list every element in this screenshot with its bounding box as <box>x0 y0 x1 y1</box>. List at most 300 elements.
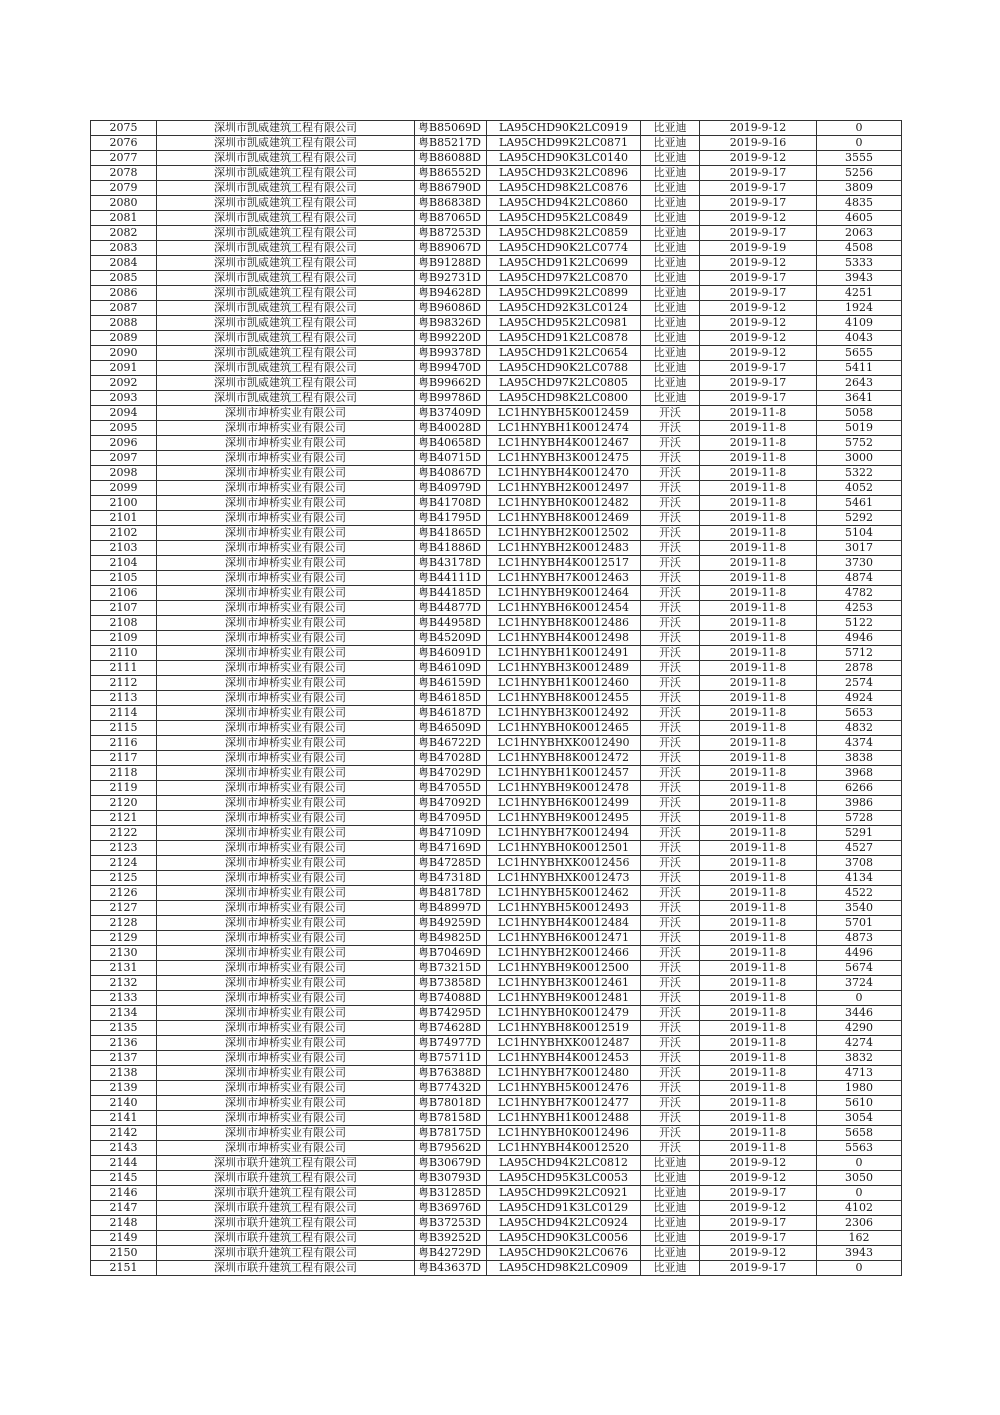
vin-cell: LA95CHD91K2LC0699 <box>487 256 641 271</box>
brand-cell: 比亚迪 <box>641 196 700 211</box>
date-cell: 2019-11-8 <box>700 601 817 616</box>
company-cell: 深圳市坤桥实业有限公司 <box>157 661 415 676</box>
date-cell: 2019-9-17 <box>700 196 817 211</box>
brand-cell: 开沃 <box>641 466 700 481</box>
seq-cell: 2123 <box>91 841 157 856</box>
table-row <box>91 331 902 346</box>
date-cell: 2019-9-17 <box>700 181 817 196</box>
table-row <box>91 211 902 226</box>
company-cell: 深圳市坤桥实业有限公司 <box>157 796 415 811</box>
value-cell: 5058 <box>817 406 902 421</box>
table-row <box>91 496 902 511</box>
vin-cell: LA95CHD98K2LC0859 <box>487 226 641 241</box>
date-cell: 2019-11-8 <box>700 796 817 811</box>
vin-cell: LC1HNYBH4K0012520 <box>487 1141 641 1156</box>
company-cell: 深圳市联升建筑工程有限公司 <box>157 1261 415 1276</box>
brand-cell: 开沃 <box>641 901 700 916</box>
company-cell: 深圳市坤桥实业有限公司 <box>157 556 415 571</box>
value-cell: 4290 <box>817 1021 902 1036</box>
company-cell: 深圳市坤桥实业有限公司 <box>157 1051 415 1066</box>
value-cell: 3724 <box>817 976 902 991</box>
brand-cell: 开沃 <box>641 526 700 541</box>
company-cell: 深圳市坤桥实业有限公司 <box>157 1111 415 1126</box>
vin-cell: LC1HNYBH4K0012517 <box>487 556 641 571</box>
vin-cell: LA95CHD98K2LC0909 <box>487 1261 641 1276</box>
plate-cell: 粤B44111D <box>415 571 487 586</box>
seq-cell: 2147 <box>91 1201 157 1216</box>
company-cell: 深圳市坤桥实业有限公司 <box>157 976 415 991</box>
seq-cell: 2106 <box>91 586 157 601</box>
company-cell: 深圳市坤桥实业有限公司 <box>157 466 415 481</box>
date-cell: 2019-11-8 <box>700 631 817 646</box>
vin-cell: LC1HNYBH7K0012480 <box>487 1066 641 1081</box>
company-cell: 深圳市联升建筑工程有限公司 <box>157 1216 415 1231</box>
table-row <box>91 121 902 136</box>
brand-cell: 开沃 <box>641 1006 700 1021</box>
date-cell: 2019-9-12 <box>700 121 817 136</box>
value-cell: 3809 <box>817 181 902 196</box>
vin-cell: LC1HNYBH4K0012484 <box>487 916 641 931</box>
seq-cell: 2111 <box>91 661 157 676</box>
plate-cell: 粤B74628D <box>415 1021 487 1036</box>
company-cell: 深圳市坤桥实业有限公司 <box>157 991 415 1006</box>
brand-cell: 开沃 <box>641 1126 700 1141</box>
table-row <box>91 691 902 706</box>
date-cell: 2019-9-17 <box>700 391 817 406</box>
seq-cell: 2122 <box>91 826 157 841</box>
company-cell: 深圳市凯威建筑工程有限公司 <box>157 211 415 226</box>
seq-cell: 2133 <box>91 991 157 1006</box>
date-cell: 2019-11-8 <box>700 646 817 661</box>
date-cell: 2019-11-8 <box>700 586 817 601</box>
plate-cell: 粤B46187D <box>415 706 487 721</box>
seq-cell: 2121 <box>91 811 157 826</box>
vin-cell: LA95CHD90K2LC0919 <box>487 121 641 136</box>
brand-cell: 开沃 <box>641 511 700 526</box>
date-cell: 2019-11-8 <box>700 901 817 916</box>
table-row <box>91 541 902 556</box>
brand-cell: 比亚迪 <box>641 1216 700 1231</box>
value-cell: 0 <box>817 1156 902 1171</box>
company-cell: 深圳市凯威建筑工程有限公司 <box>157 241 415 256</box>
vin-cell: LC1HNYBH4K0012467 <box>487 436 641 451</box>
seq-cell: 2130 <box>91 946 157 961</box>
value-cell: 1980 <box>817 1081 902 1096</box>
date-cell: 2019-11-8 <box>700 541 817 556</box>
vin-cell: LC1HNYBH0K0012501 <box>487 841 641 856</box>
vin-cell: LA95CHD90K3LC0140 <box>487 151 641 166</box>
table-row <box>91 811 902 826</box>
brand-cell: 开沃 <box>641 856 700 871</box>
date-cell: 2019-9-12 <box>700 301 817 316</box>
brand-cell: 开沃 <box>641 646 700 661</box>
company-cell: 深圳市坤桥实业有限公司 <box>157 901 415 916</box>
plate-cell: 粤B98326D <box>415 316 487 331</box>
plate-cell: 粤B47092D <box>415 796 487 811</box>
table-row <box>91 1171 902 1186</box>
seq-cell: 2117 <box>91 751 157 766</box>
seq-cell: 2112 <box>91 676 157 691</box>
vin-cell: LC1HNYBH0K0012496 <box>487 1126 641 1141</box>
value-cell: 3708 <box>817 856 902 871</box>
brand-cell: 比亚迪 <box>641 1156 700 1171</box>
plate-cell: 粤B49825D <box>415 931 487 946</box>
date-cell: 2019-9-17 <box>700 361 817 376</box>
table-row <box>91 241 902 256</box>
seq-cell: 2137 <box>91 1051 157 1066</box>
plate-cell: 粤B40979D <box>415 481 487 496</box>
vin-cell: LC1HNYBH5K0012462 <box>487 886 641 901</box>
table-body <box>91 121 902 1276</box>
vin-cell: LC1HNYBH2K0012483 <box>487 541 641 556</box>
vin-cell: LC1HNYBH7K0012463 <box>487 571 641 586</box>
date-cell: 2019-11-8 <box>700 526 817 541</box>
table-row <box>91 796 902 811</box>
brand-cell: 比亚迪 <box>641 1171 700 1186</box>
brand-cell: 开沃 <box>641 541 700 556</box>
table-row <box>91 436 902 451</box>
date-cell: 2019-11-8 <box>700 856 817 871</box>
table-row <box>91 391 902 406</box>
plate-cell: 粤B86088D <box>415 151 487 166</box>
value-cell: 5322 <box>817 466 902 481</box>
date-cell: 2019-9-17 <box>700 1186 817 1201</box>
brand-cell: 比亚迪 <box>641 241 700 256</box>
plate-cell: 粤B73215D <box>415 961 487 976</box>
vin-cell: LC1HNYBH4K0012498 <box>487 631 641 646</box>
seq-cell: 2086 <box>91 286 157 301</box>
company-cell: 深圳市凯威建筑工程有限公司 <box>157 226 415 241</box>
company-cell: 深圳市坤桥实业有限公司 <box>157 871 415 886</box>
plate-cell: 粤B86790D <box>415 181 487 196</box>
company-cell: 深圳市凯威建筑工程有限公司 <box>157 301 415 316</box>
plate-cell: 粤B76388D <box>415 1066 487 1081</box>
plate-cell: 粤B79562D <box>415 1141 487 1156</box>
vin-cell: LA95CHD91K2LC0654 <box>487 346 641 361</box>
company-cell: 深圳市坤桥实业有限公司 <box>157 1066 415 1081</box>
plate-cell: 粤B47095D <box>415 811 487 826</box>
company-cell: 深圳市坤桥实业有限公司 <box>157 436 415 451</box>
vin-cell: LC1HNYBH1K0012460 <box>487 676 641 691</box>
plate-cell: 粤B92731D <box>415 271 487 286</box>
table-row <box>91 136 902 151</box>
date-cell: 2019-11-8 <box>700 1126 817 1141</box>
date-cell: 2019-11-8 <box>700 406 817 421</box>
company-cell: 深圳市坤桥实业有限公司 <box>157 541 415 556</box>
plate-cell: 粤B47055D <box>415 781 487 796</box>
vin-cell: LC1HNYBH8K0012455 <box>487 691 641 706</box>
plate-cell: 粤B44958D <box>415 616 487 631</box>
date-cell: 2019-11-8 <box>700 511 817 526</box>
company-cell: 深圳市坤桥实业有限公司 <box>157 886 415 901</box>
date-cell: 2019-11-8 <box>700 1141 817 1156</box>
value-cell: 0 <box>817 1261 902 1276</box>
table-row <box>91 1156 902 1171</box>
brand-cell: 开沃 <box>641 616 700 631</box>
brand-cell: 开沃 <box>641 661 700 676</box>
company-cell: 深圳市坤桥实业有限公司 <box>157 511 415 526</box>
vin-cell: LA95CHD91K3LC0129 <box>487 1201 641 1216</box>
date-cell: 2019-11-8 <box>700 676 817 691</box>
brand-cell: 开沃 <box>641 1141 700 1156</box>
company-cell: 深圳市坤桥实业有限公司 <box>157 856 415 871</box>
table-row <box>91 1186 902 1201</box>
seq-cell: 2146 <box>91 1186 157 1201</box>
value-cell: 4527 <box>817 841 902 856</box>
table-row <box>91 481 902 496</box>
brand-cell: 开沃 <box>641 1081 700 1096</box>
table-row <box>91 316 902 331</box>
date-cell: 2019-11-8 <box>700 721 817 736</box>
date-cell: 2019-9-12 <box>700 211 817 226</box>
seq-cell: 2082 <box>91 226 157 241</box>
seq-cell: 2079 <box>91 181 157 196</box>
date-cell: 2019-11-8 <box>700 781 817 796</box>
brand-cell: 开沃 <box>641 1066 700 1081</box>
brand-cell: 开沃 <box>641 496 700 511</box>
plate-cell: 粤B44185D <box>415 586 487 601</box>
vin-cell: LC1HNYBHXK0012473 <box>487 871 641 886</box>
date-cell: 2019-9-17 <box>700 271 817 286</box>
brand-cell: 比亚迪 <box>641 211 700 226</box>
plate-cell: 粤B30793D <box>415 1171 487 1186</box>
plate-cell: 粤B74088D <box>415 991 487 1006</box>
company-cell: 深圳市坤桥实业有限公司 <box>157 751 415 766</box>
table-row <box>91 931 902 946</box>
vin-cell: LA95CHD97K2LC0805 <box>487 376 641 391</box>
seq-cell: 2087 <box>91 301 157 316</box>
seq-cell: 2092 <box>91 376 157 391</box>
date-cell: 2019-11-8 <box>700 451 817 466</box>
value-cell: 0 <box>817 1186 902 1201</box>
plate-cell: 粤B78158D <box>415 1111 487 1126</box>
company-cell: 深圳市凯威建筑工程有限公司 <box>157 331 415 346</box>
seq-cell: 2132 <box>91 976 157 991</box>
value-cell: 5122 <box>817 616 902 631</box>
value-cell: 5752 <box>817 436 902 451</box>
table-row <box>91 1111 902 1126</box>
company-cell: 深圳市坤桥实业有限公司 <box>157 676 415 691</box>
company-cell: 深圳市坤桥实业有限公司 <box>157 1141 415 1156</box>
vin-cell: LA95CHD94K2LC0924 <box>487 1216 641 1231</box>
vin-cell: LC1HNYBH4K0012470 <box>487 466 641 481</box>
brand-cell: 开沃 <box>641 721 700 736</box>
brand-cell: 开沃 <box>641 1096 700 1111</box>
brand-cell: 开沃 <box>641 886 700 901</box>
date-cell: 2019-9-12 <box>700 1171 817 1186</box>
value-cell: 4605 <box>817 211 902 226</box>
seq-cell: 2085 <box>91 271 157 286</box>
seq-cell: 2149 <box>91 1231 157 1246</box>
seq-cell: 2084 <box>91 256 157 271</box>
vin-cell: LC1HNYBH9K0012481 <box>487 991 641 1006</box>
value-cell: 4522 <box>817 886 902 901</box>
date-cell: 2019-11-8 <box>700 871 817 886</box>
vin-cell: LC1HNYBHXK0012456 <box>487 856 641 871</box>
company-cell: 深圳市坤桥实业有限公司 <box>157 946 415 961</box>
table-row <box>91 1201 902 1216</box>
date-cell: 2019-11-8 <box>700 556 817 571</box>
date-cell: 2019-11-8 <box>700 691 817 706</box>
company-cell: 深圳市凯威建筑工程有限公司 <box>157 376 415 391</box>
seq-cell: 2144 <box>91 1156 157 1171</box>
vin-cell: LC1HNYBH6K0012471 <box>487 931 641 946</box>
plate-cell: 粤B41886D <box>415 541 487 556</box>
value-cell: 3832 <box>817 1051 902 1066</box>
plate-cell: 粤B46185D <box>415 691 487 706</box>
plate-cell: 粤B99378D <box>415 346 487 361</box>
seq-cell: 2135 <box>91 1021 157 1036</box>
brand-cell: 开沃 <box>641 961 700 976</box>
company-cell: 深圳市凯威建筑工程有限公司 <box>157 271 415 286</box>
brand-cell: 比亚迪 <box>641 1246 700 1261</box>
vin-cell: LA95CHD90K3LC0056 <box>487 1231 641 1246</box>
table-row <box>91 301 902 316</box>
value-cell: 4508 <box>817 241 902 256</box>
seq-cell: 2116 <box>91 736 157 751</box>
vin-cell: LC1HNYBH7K0012477 <box>487 1096 641 1111</box>
table-row <box>91 901 902 916</box>
table-row <box>91 646 902 661</box>
value-cell: 5461 <box>817 496 902 511</box>
company-cell: 深圳市凯威建筑工程有限公司 <box>157 136 415 151</box>
table-row <box>91 886 902 901</box>
plate-cell: 粤B78175D <box>415 1126 487 1141</box>
table-row <box>91 1021 902 1036</box>
table-row <box>91 586 902 601</box>
company-cell: 深圳市坤桥实业有限公司 <box>157 781 415 796</box>
company-cell: 深圳市坤桥实业有限公司 <box>157 826 415 841</box>
company-cell: 深圳市联升建筑工程有限公司 <box>157 1231 415 1246</box>
brand-cell: 比亚迪 <box>641 331 700 346</box>
value-cell: 2063 <box>817 226 902 241</box>
table-row <box>91 1246 902 1261</box>
table-row <box>91 916 902 931</box>
date-cell: 2019-11-8 <box>700 496 817 511</box>
value-cell: 3943 <box>817 271 902 286</box>
seq-cell: 2100 <box>91 496 157 511</box>
plate-cell: 粤B70469D <box>415 946 487 961</box>
plate-cell: 粤B49259D <box>415 916 487 931</box>
vin-cell: LA95CHD94K2LC0860 <box>487 196 641 211</box>
table-row <box>91 601 902 616</box>
vin-cell: LC1HNYBH0K0012482 <box>487 496 641 511</box>
brand-cell: 开沃 <box>641 1051 700 1066</box>
date-cell: 2019-11-8 <box>700 946 817 961</box>
company-cell: 深圳市坤桥实业有限公司 <box>157 451 415 466</box>
value-cell: 3000 <box>817 451 902 466</box>
date-cell: 2019-11-8 <box>700 991 817 1006</box>
seq-cell: 2095 <box>91 421 157 436</box>
company-cell: 深圳市凯威建筑工程有限公司 <box>157 316 415 331</box>
vin-cell: LC1HNYBH3K0012475 <box>487 451 641 466</box>
brand-cell: 比亚迪 <box>641 1231 700 1246</box>
company-cell: 深圳市坤桥实业有限公司 <box>157 1021 415 1036</box>
value-cell: 162 <box>817 1231 902 1246</box>
value-cell: 3986 <box>817 796 902 811</box>
table-row <box>91 871 902 886</box>
company-cell: 深圳市坤桥实业有限公司 <box>157 811 415 826</box>
company-cell: 深圳市凯威建筑工程有限公司 <box>157 346 415 361</box>
value-cell: 4134 <box>817 871 902 886</box>
value-cell: 2878 <box>817 661 902 676</box>
vin-cell: LC1HNYBH4K0012453 <box>487 1051 641 1066</box>
value-cell: 4043 <box>817 331 902 346</box>
value-cell: 5610 <box>817 1096 902 1111</box>
value-cell: 3838 <box>817 751 902 766</box>
company-cell: 深圳市坤桥实业有限公司 <box>157 1126 415 1141</box>
value-cell: 4832 <box>817 721 902 736</box>
date-cell: 2019-11-8 <box>700 571 817 586</box>
table-row <box>91 976 902 991</box>
brand-cell: 比亚迪 <box>641 346 700 361</box>
date-cell: 2019-9-17 <box>700 226 817 241</box>
value-cell: 3730 <box>817 556 902 571</box>
vin-cell: LC1HNYBH6K0012454 <box>487 601 641 616</box>
date-cell: 2019-11-8 <box>700 1036 817 1051</box>
value-cell: 3641 <box>817 391 902 406</box>
seq-cell: 2103 <box>91 541 157 556</box>
company-cell: 深圳市凯威建筑工程有限公司 <box>157 151 415 166</box>
company-cell: 深圳市坤桥实业有限公司 <box>157 616 415 631</box>
brand-cell: 比亚迪 <box>641 226 700 241</box>
vin-cell: LA95CHD91K2LC0878 <box>487 331 641 346</box>
seq-cell: 2129 <box>91 931 157 946</box>
table-row <box>91 361 902 376</box>
seq-cell: 2124 <box>91 856 157 871</box>
plate-cell: 粤B85069D <box>415 121 487 136</box>
value-cell: 4874 <box>817 571 902 586</box>
date-cell: 2019-11-8 <box>700 736 817 751</box>
date-cell: 2019-9-17 <box>700 1261 817 1276</box>
company-cell: 深圳市坤桥实业有限公司 <box>157 646 415 661</box>
plate-cell: 粤B94628D <box>415 286 487 301</box>
plate-cell: 粤B99470D <box>415 361 487 376</box>
date-cell: 2019-9-12 <box>700 316 817 331</box>
vin-cell: LC1HNYBH1K0012488 <box>487 1111 641 1126</box>
brand-cell: 比亚迪 <box>641 286 700 301</box>
value-cell: 4052 <box>817 481 902 496</box>
plate-cell: 粤B99786D <box>415 391 487 406</box>
table-row <box>91 1141 902 1156</box>
date-cell: 2019-9-12 <box>700 346 817 361</box>
table-row <box>91 706 902 721</box>
brand-cell: 开沃 <box>641 1021 700 1036</box>
plate-cell: 粤B89067D <box>415 241 487 256</box>
table-row <box>91 1066 902 1081</box>
brand-cell: 比亚迪 <box>641 121 700 136</box>
table-row <box>91 256 902 271</box>
seq-cell: 2097 <box>91 451 157 466</box>
brand-cell: 开沃 <box>641 436 700 451</box>
value-cell: 3446 <box>817 1006 902 1021</box>
plate-cell: 粤B43178D <box>415 556 487 571</box>
table-row <box>91 1096 902 1111</box>
brand-cell: 开沃 <box>641 601 700 616</box>
plate-cell: 粤B40658D <box>415 436 487 451</box>
brand-cell: 比亚迪 <box>641 1201 700 1216</box>
brand-cell: 开沃 <box>641 571 700 586</box>
company-cell: 深圳市坤桥实业有限公司 <box>157 841 415 856</box>
company-cell: 深圳市坤桥实业有限公司 <box>157 691 415 706</box>
value-cell: 4251 <box>817 286 902 301</box>
table-row <box>91 1006 902 1021</box>
plate-cell: 粤B85217D <box>415 136 487 151</box>
vin-cell: LA95CHD95K3LC0053 <box>487 1171 641 1186</box>
table-row <box>91 511 902 526</box>
vin-cell: LA95CHD90K2LC0676 <box>487 1246 641 1261</box>
plate-cell: 粤B46722D <box>415 736 487 751</box>
